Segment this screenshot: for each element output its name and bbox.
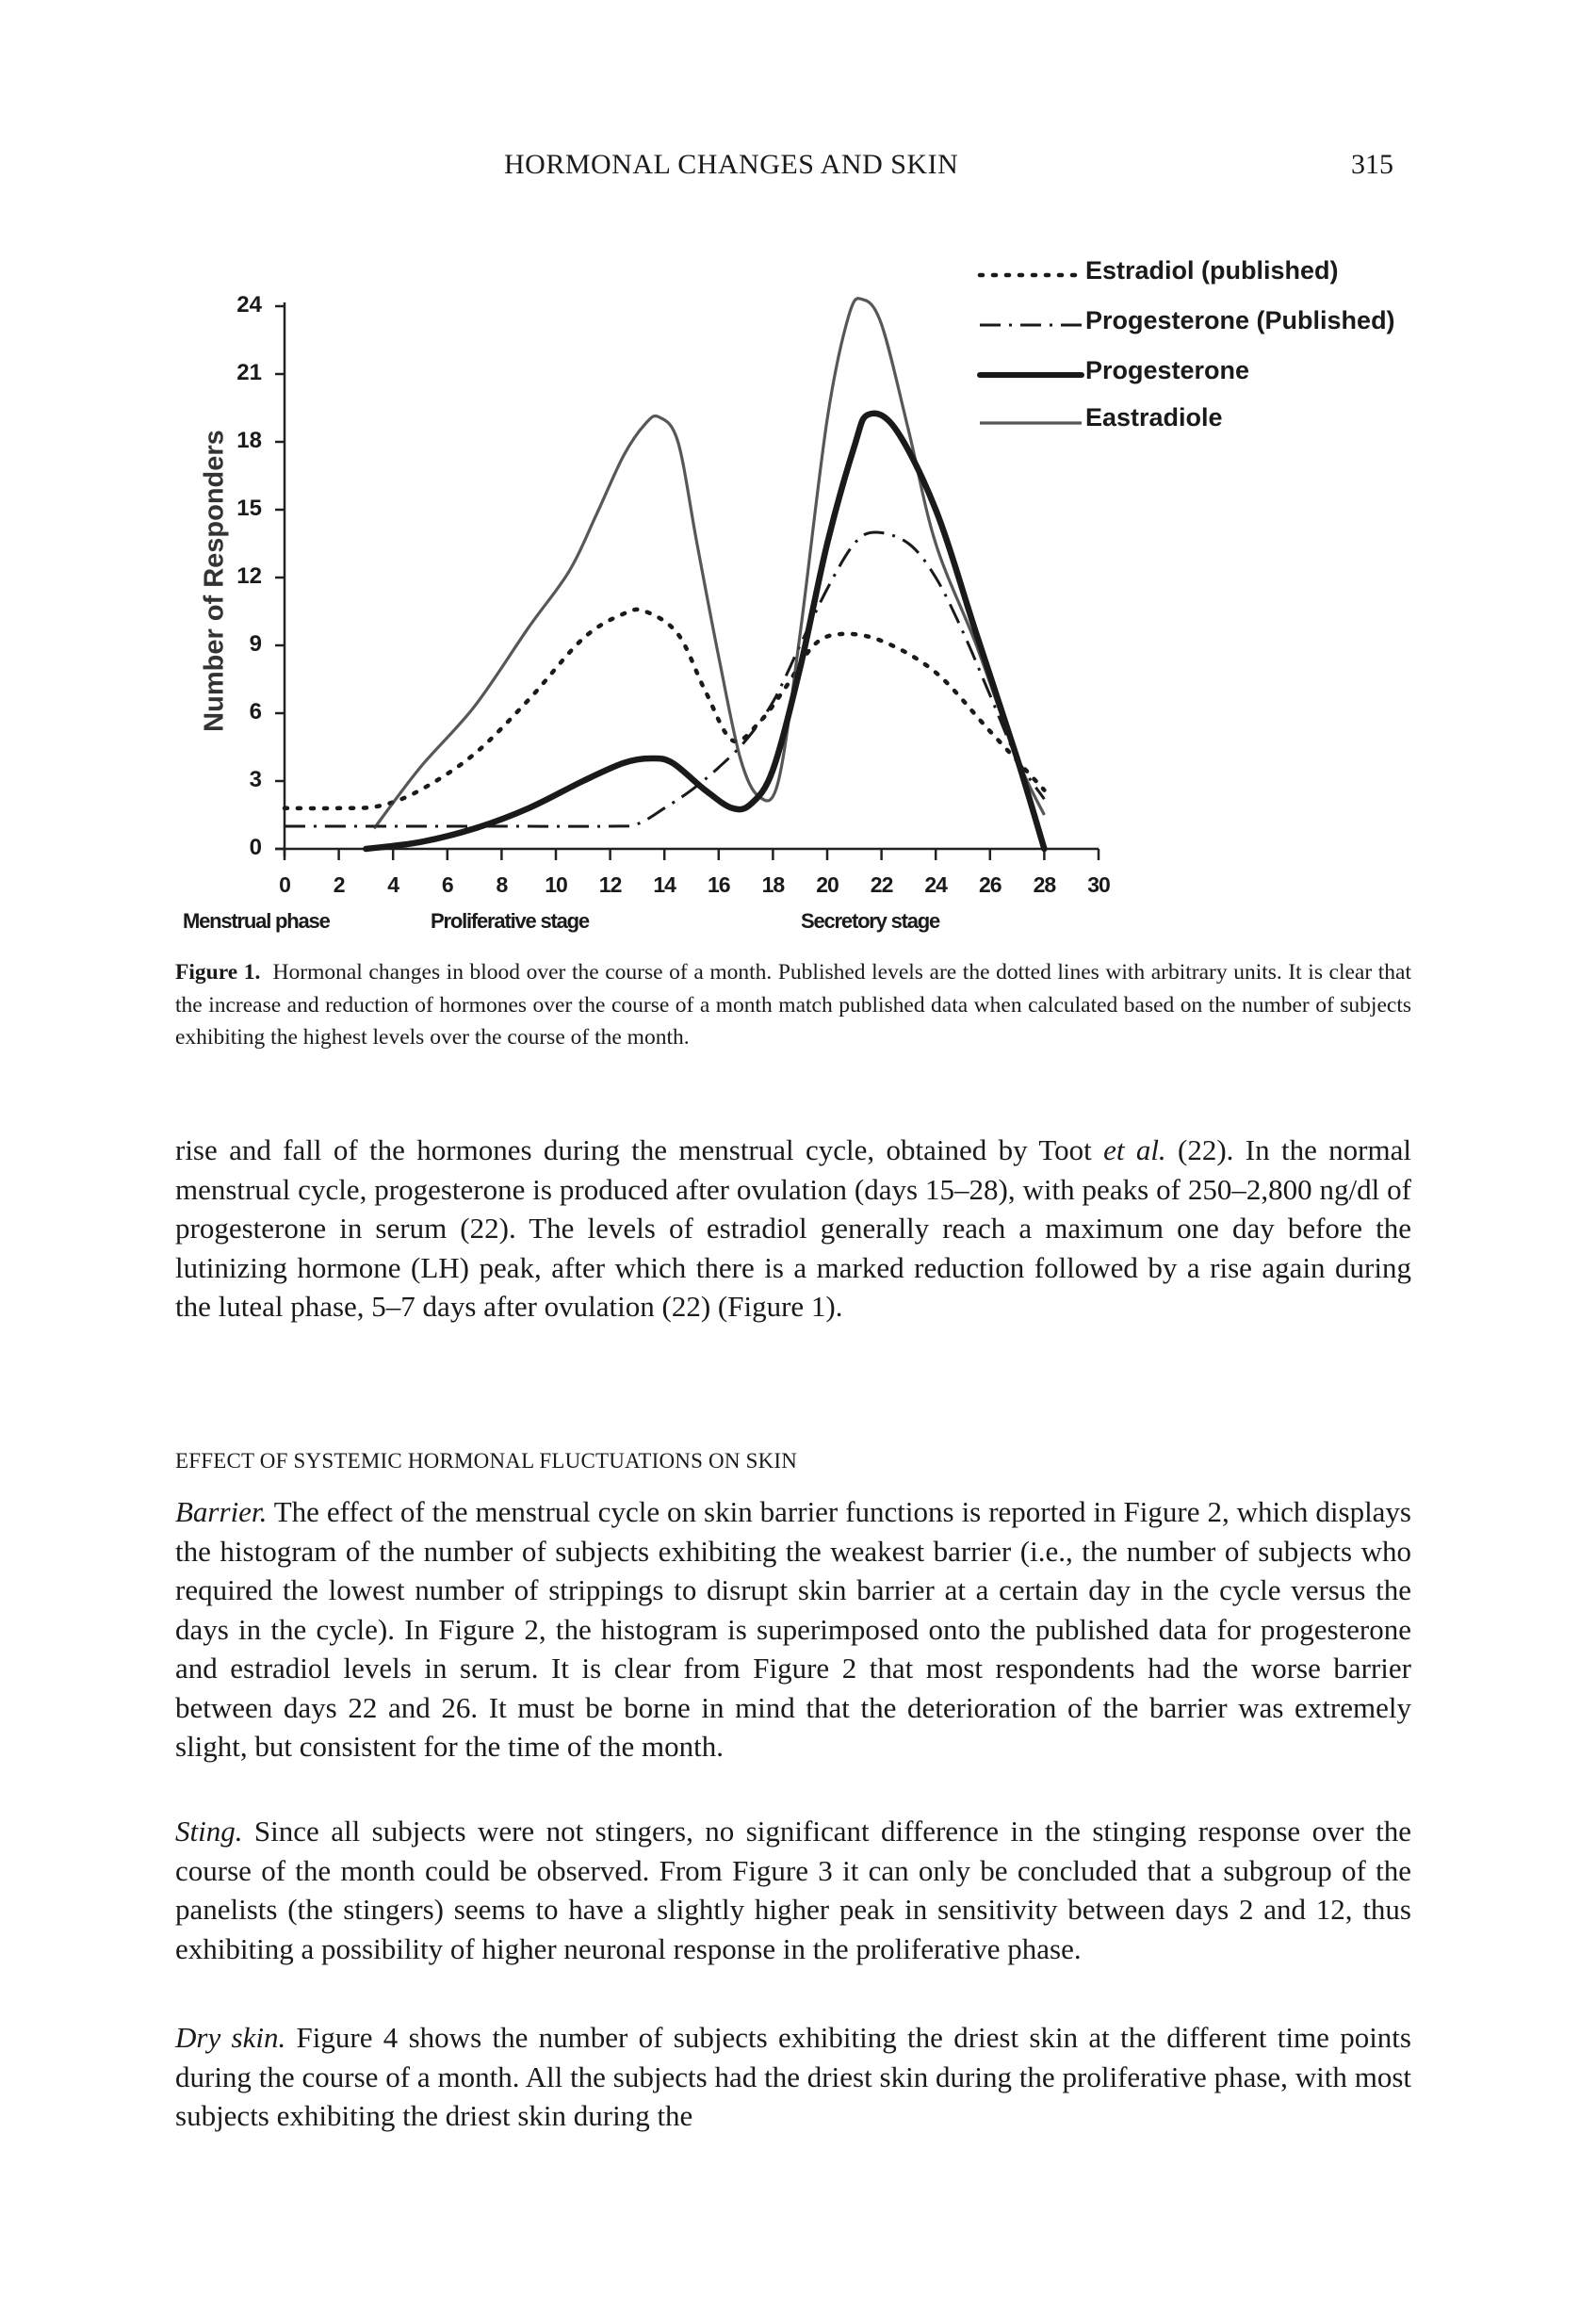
- section-heading: EFFECT OF SYSTEMIC HORMONAL FLUCTUATIONS ON SKIN: [175, 1449, 798, 1473]
- page-number: 315: [1351, 149, 1393, 180]
- legend-label-eastradiole: Eastradiole: [1085, 403, 1223, 431]
- legend-label-progesterone-published: Progesterone (Published): [1085, 306, 1395, 334]
- x-tick-label: 28: [1033, 872, 1056, 897]
- series-eastradiole: [374, 299, 1044, 829]
- series-progesterone-published: [285, 532, 1044, 826]
- x-tick-label: 26: [979, 872, 1002, 897]
- series-progesterone: [366, 414, 1044, 849]
- y-tick-label: 3: [249, 767, 262, 792]
- caption-label: Figure 1.: [175, 960, 261, 985]
- caption-text: Hormonal changes in blood over the course of a month. Published levels are the dotted lines with arbitrary units. It is clear that the increase and reduction of hormones over the course of a month match published data when calculated based on the number of subjects exhibiting the highest levels over the course of the month.: [175, 960, 1412, 1050]
- x-tick-label: 30: [1087, 872, 1110, 897]
- barrier-runin: Barrier.: [175, 1495, 268, 1528]
- stage-label-menstrual: Menstrual phase: [183, 909, 330, 933]
- barrier-text: The effect of the menstrual cycle on skin barrier functions is reported in Figure 2, which displays the histogram of the number of subjects exhibiting the weakest barrier (i.e., the number of subjects who required the lowest number of strippings to disrupt skin barrier at a certain day in the cycle versus the days in the cycle). In Figure 2, the histogram is superimposed onto the published data for progesterone and estradiol levels in serum. It is clear from Figure 2 that most respondents had the worse barrier between days 22 and 26. It must be borne in mind that the deterioration of the barrier was extremely slight, but consistent for the time of the month.: [175, 1495, 1411, 1763]
- y-axis-label: Number of Responders: [199, 430, 230, 732]
- line-chart: [0, 0, 1596, 952]
- y-tick-label: 9: [249, 631, 262, 657]
- y-tick-label: 15: [236, 496, 262, 521]
- dryskin-runin: Dry skin.: [175, 2021, 286, 2054]
- body-paragraph-1: [175, 1131, 1411, 1327]
- stage-label-secretory: Secretory stage: [801, 909, 940, 933]
- x-tick-label: 4: [387, 872, 399, 897]
- para1-text-b: (22). In the normal menstrual cycle, progesterone is produced after ovulation (days 15–28), with peaks of 250–2,800 ng/dl of progesterone in serum (22). The levels of estradiol generally reach a maximum one day before the lutinizing hormone (LH) peak, after which there is a marked reduction followed by a rise again during the luteal phase, 5–7 days after ovulation (22) (Figure 1).: [175, 1133, 1411, 1323]
- y-tick-label: 6: [249, 699, 262, 725]
- x-tick-label: 0: [279, 872, 290, 897]
- y-tick-label: 21: [236, 360, 262, 385]
- running-title: HORMONAL CHANGES AND SKIN: [504, 149, 959, 180]
- x-tick-label: 12: [598, 872, 622, 897]
- legend-label-estradiol-published: Estradiol (published): [1085, 256, 1339, 285]
- stage-label-proliferative: Proliferative stage: [431, 909, 589, 933]
- x-tick-label: 2: [333, 872, 345, 897]
- barrier-paragraph: [175, 1492, 1411, 1767]
- x-tick-label: 14: [653, 872, 676, 897]
- para1-text-a: rise and fall of the hormones during the menstrual cycle, obtained by Toot: [175, 1133, 1104, 1166]
- x-tick-label: 6: [441, 872, 453, 897]
- sting-paragraph: [175, 1812, 1411, 1968]
- para1-italic: et al.: [1103, 1133, 1166, 1166]
- y-tick-label: 12: [236, 563, 262, 589]
- chart-series: [285, 299, 1044, 849]
- legend-label-progesterone: Progesterone: [1085, 356, 1250, 384]
- sting-runin: Sting.: [175, 1815, 243, 1848]
- sting-text: Since all subjects were not stingers, no significant difference in the stinging response over the course of the month could be observed. From Figure 3 it can only be concluded that a subgroup of the panelists (the stingers) seems to have a slightly higher peak in sensitivity between days 2 and 12, thus exhibiting a possibility of higher neuronal response in the proliferative phase.: [175, 1815, 1411, 1965]
- y-tick-label: 0: [249, 835, 262, 860]
- x-tick-label: 18: [761, 872, 785, 897]
- figure-caption: [175, 956, 1411, 1054]
- y-tick-label: 24: [236, 292, 262, 317]
- x-tick-label: 22: [870, 872, 893, 897]
- figure-1: [0, 0, 1596, 952]
- dryskin-text: Figure 4 shows the number of subjects exhibiting the driest skin at the different time points during the course of a month. All the subjects had the driest skin during the proliferative phase, with most subjects exhibiting the driest skin during the: [175, 2021, 1411, 2132]
- x-tick-label: 16: [708, 872, 730, 897]
- x-tick-label: 8: [496, 872, 508, 897]
- dryskin-paragraph: [175, 2018, 1411, 2136]
- legend-swatches: [980, 275, 1082, 423]
- y-tick-label: 18: [236, 428, 262, 453]
- x-tick-label: 20: [816, 872, 839, 897]
- x-tick-label: 10: [545, 872, 567, 897]
- x-tick-label: 24: [924, 872, 947, 897]
- series-estradiol-published: [285, 610, 1044, 808]
